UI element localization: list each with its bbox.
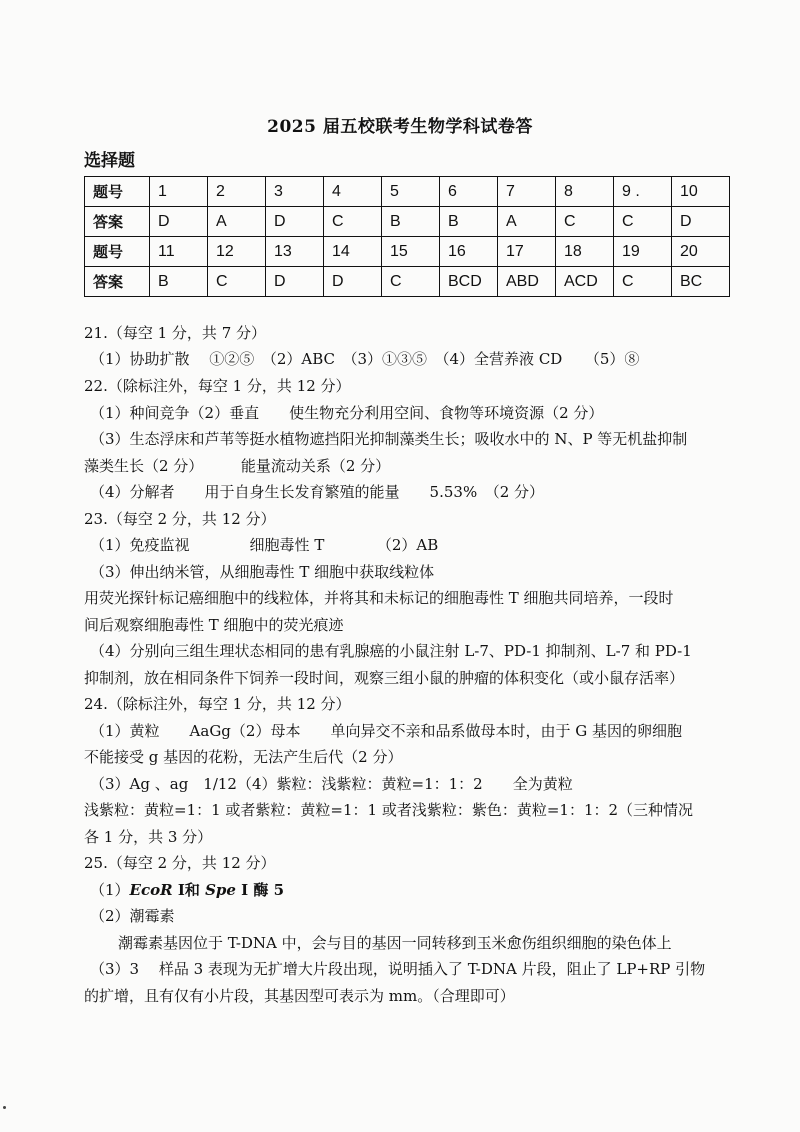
table-cell: ABD	[498, 267, 556, 297]
table-cell: 12	[208, 237, 266, 267]
table-cell: B	[150, 267, 208, 297]
table-cell: 3	[266, 177, 324, 207]
answer-line: （1）免疫监视 细胞毒性 T （2）AB	[90, 536, 439, 554]
q24-heading: 24.（除标注外，每空 1 分，共 12 分）	[84, 695, 351, 713]
table-cell: C	[382, 267, 440, 297]
table-cell: 14	[324, 237, 382, 267]
table-cell: C	[614, 207, 672, 237]
row-header: 答案	[85, 267, 150, 297]
answer-line	[84, 879, 284, 900]
answer-line: （4）分解者 用于自身生长发育繁殖的能量 5.53% （2 分）	[90, 483, 545, 501]
table-cell: D	[672, 207, 730, 237]
table-cell: 18	[556, 237, 614, 267]
table-cell: 17	[498, 237, 556, 267]
table-cell: 8	[556, 177, 614, 207]
answer-line: 各 1 分，共 3 分）	[84, 828, 213, 846]
table-cell: C	[208, 267, 266, 297]
answer-line: （1）协助扩散 ①②⑤ （2）ABC （3）①③⑤ （4）全营养液 CD （5）⑧	[90, 350, 640, 368]
answer-line: 浅紫粒：黄粒=1：1 或者紫粒：黄粒=1：1 或者浅紫粒：紫色：黄粒=1：1：2（三种情况	[84, 801, 694, 819]
table-cell: 9 .	[614, 177, 672, 207]
answer-line: （4）分别向三组生理状态相同的患有乳腺癌的小鼠注射 L-7、PD-1 抑制剂、L-7 和 PD-1	[90, 642, 692, 660]
enzyme-name: EcoR	[129, 881, 173, 899]
table-cell: 6	[440, 177, 498, 207]
q23-heading: 23.（每空 2 分，共 12 分）	[84, 510, 276, 528]
q21-heading: 21.（每空 1 分，共 7 分）	[84, 324, 267, 342]
answer-table	[84, 176, 730, 297]
q25-heading: 25.（每空 2 分，共 12 分）	[84, 854, 276, 872]
table-cell: 4	[324, 177, 382, 207]
answer-line: 潮霉素基因位于 T-DNA 中，会与目的基因一同转移到玉米愈伤组织细胞的染色体上	[118, 934, 672, 952]
answer-line: （1）黄粒 AaGg（2）母本 单向异交不亲和品系做母本时，由于 G 基因的卵细胞	[90, 722, 682, 740]
table-cell: 11	[150, 237, 208, 267]
answer-line: 的扩增，且有仅有小片段，其基因型可表示为 mm。（合理即可）	[84, 987, 515, 1005]
answer-line: （3）Ag 、ag 1/12（4）紫粒：浅紫粒：黄粒=1：1：2 全为黄粒	[90, 775, 573, 793]
table-cell: D	[266, 267, 324, 297]
answer-fragment: Ⅰ 酶 5	[235, 881, 285, 899]
table-cell: 20	[672, 237, 730, 267]
table-cell: BC	[672, 267, 730, 297]
answer-line: 藻类生长（2 分） 能量流动关系（2 分）	[84, 457, 391, 475]
table-cell: A	[208, 207, 266, 237]
answer-line: 用荧光探针标记癌细胞中的线粒体，并将其和未标记的细胞毒性 T 细胞共同培养，一段时	[84, 589, 674, 607]
table-cell: BCD	[440, 267, 498, 297]
table-cell: 5	[382, 177, 440, 207]
row-header: 答案	[85, 207, 150, 237]
answer-fragment: （1）	[90, 881, 130, 899]
table-cell: C	[556, 207, 614, 237]
answer-line: （1）种间竞争（2）垂直 使生物充分利用空间、食物等环境资源（2 分）	[90, 404, 604, 422]
answer-line: （2）潮霉素	[90, 907, 175, 925]
q22-heading: 22.（除标注外，每空 1 分，共 12 分）	[84, 377, 351, 395]
answer-line: 抑制剂，放在相同条件下饲养一段时间，观察三组小鼠的肿瘤的体积变化（或小鼠存活率）	[84, 669, 685, 687]
table-cell: A	[498, 207, 556, 237]
table-cell: C	[614, 267, 672, 297]
table-cell: 19	[614, 237, 672, 267]
table-cell: 7	[498, 177, 556, 207]
answer-line: （3）3 样品 3 表现为无扩增大片段出现，说明插入了 T-DNA 片段，阻止了 LP+RP 引物	[90, 960, 706, 978]
table-cell: 2	[208, 177, 266, 207]
section-label: 选择题	[84, 151, 135, 171]
table-cell: 10	[672, 177, 730, 207]
row-header: 题号	[85, 237, 150, 267]
answer-line: （3）生态浮床和芦苇等挺水植物遮挡阳光抑制藻类生长；吸收水中的 N、P 等无机盐抑制	[90, 430, 688, 448]
table-cell: D	[266, 207, 324, 237]
table-cell: 13	[266, 237, 324, 267]
table-cell: B	[382, 207, 440, 237]
table-cell: 16	[440, 237, 498, 267]
page-title: 2025 届五校联考生物学科试卷答	[267, 117, 533, 137]
table-cell: D	[150, 207, 208, 237]
table-cell: D	[324, 267, 382, 297]
answer-line: （3）伸出纳米管，从细胞毒性 T 细胞中获取线粒体	[90, 563, 435, 581]
table-cell: 15	[382, 237, 440, 267]
table-cell: B	[440, 207, 498, 237]
table-cell: C	[324, 207, 382, 237]
table-cell: ACD	[556, 267, 614, 297]
answer-line: 不能接受 g 基因的花粉，无法产生后代（2 分）	[84, 748, 403, 766]
table-row	[85, 177, 730, 207]
enzyme-name: Spe	[205, 881, 236, 899]
table-row	[85, 237, 730, 267]
row-header: 题号	[85, 177, 150, 207]
table-row	[85, 207, 730, 237]
table-cell: 1	[150, 177, 208, 207]
scan-speck	[3, 1106, 6, 1109]
answer-line: 间后观察细胞毒性 T 细胞中的荧光痕迹	[84, 616, 344, 634]
answer-fragment: Ⅰ和	[172, 881, 206, 899]
table-row	[85, 267, 730, 297]
